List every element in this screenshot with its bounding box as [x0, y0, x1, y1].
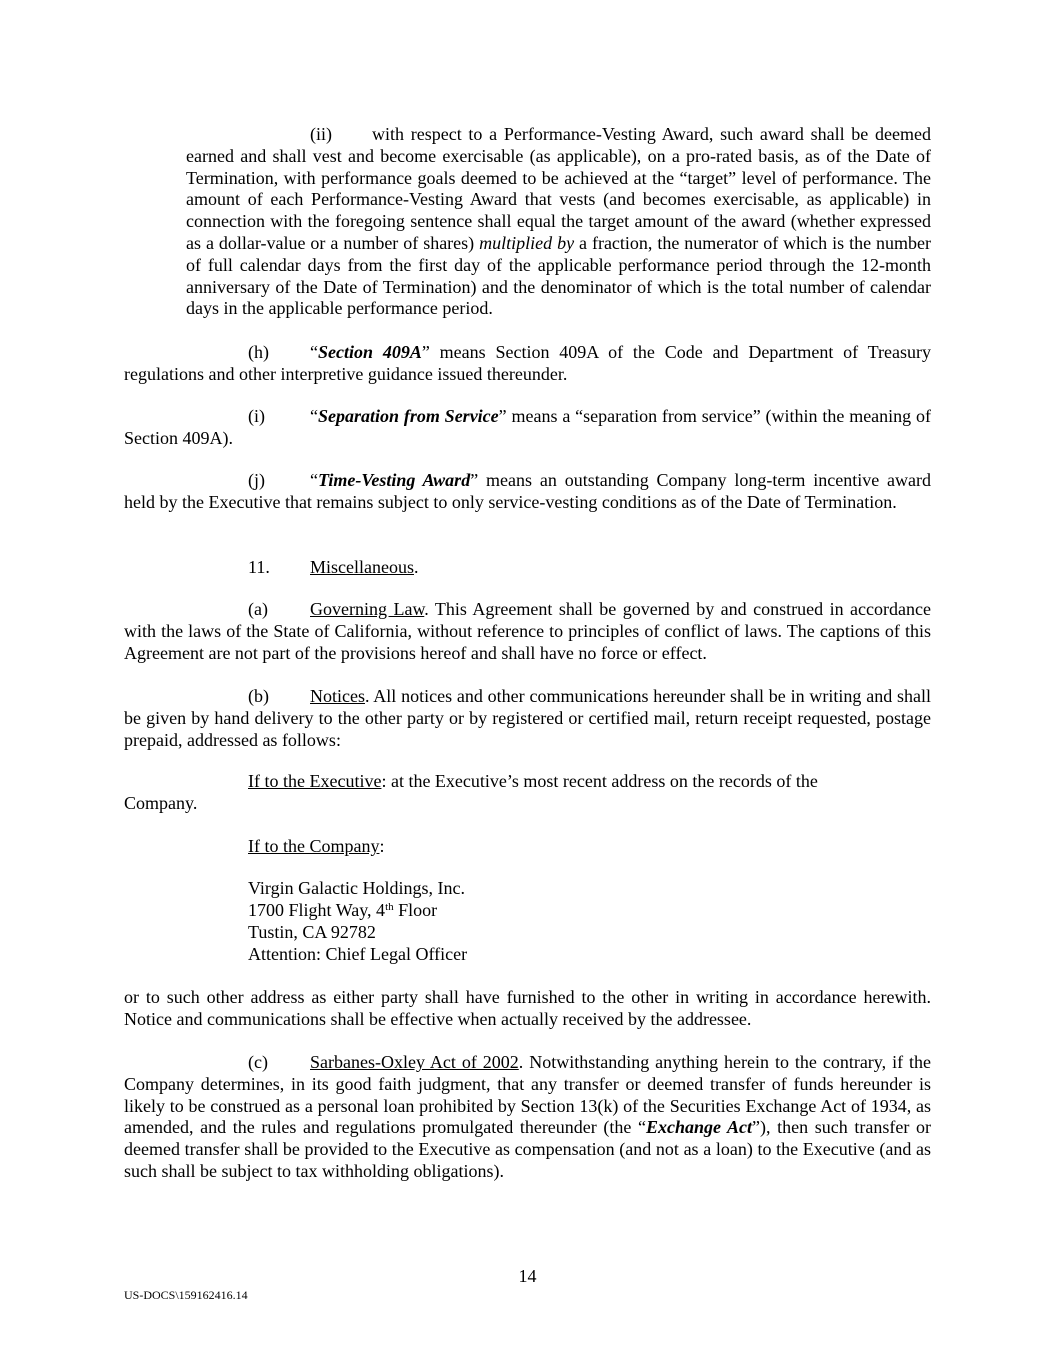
clause-label: (c) — [248, 1052, 268, 1072]
clause-text: ” means a “separation from service” (within the meaning of Section 409A). — [124, 406, 932, 448]
italic-term: multiplied by — [479, 232, 575, 253]
open-quote: “ — [310, 406, 318, 426]
executive-heading: If to the Executive — [248, 771, 382, 791]
company-name: Virgin Galactic Holdings, Inc. — [248, 878, 466, 898]
clause-label: (j) — [248, 470, 265, 490]
clause-text: a fraction, the numerator of which is the number of full calendar days from the first day of the applicable performance period through the 12-month anniversary of the Date of Termination) and the denominator of which is the total number of calendar days in the applicable performance period. — [186, 232, 931, 319]
clause-heading: Notices — [310, 686, 365, 706]
clause-text: ”), then such transfer or deemed transfer shall be provided to the Executive as compensation (and not as a loan) to the Executive (and as such shall be subject to tax withholding obligations). — [124, 1117, 931, 1181]
executive-text: : at the Executive’s most recent address on the records of the — [381, 771, 818, 791]
company-notice-heading — [248, 836, 385, 858]
street-text: 1700 Flight Way, 4 — [248, 900, 386, 920]
clause-j — [124, 470, 931, 514]
clause-h — [124, 342, 931, 386]
defined-term: Exchange Act — [646, 1117, 753, 1138]
ordinal-suffix: th — [385, 901, 394, 913]
clause-text: with respect to a Performance-Vesting Award, such award shall be deemed earned and shall vest and become exercisable (as applicable), on a pro-rated basis, as of the Date of Termination, with performance goals deemed to be achieved at the “target” level of performance. The amount of each Performance-Vesting Award that vests (and becomes exercisable, as applicable) in connection with the foregoing sentence shall equal the target amount of the award (whether expressed as a dollar-value or a number of shares) — [186, 124, 931, 253]
clause-label: (i) — [248, 406, 265, 426]
clause-text: ” means Section 409A of the Code and Department of Treasury regulations and other interpretive guidance issued thereunder. — [124, 342, 932, 384]
executive-notice-line2: Company. — [124, 793, 198, 813]
clause-b — [124, 686, 931, 751]
clause-label: (b) — [248, 686, 269, 706]
clause-heading: Governing Law — [310, 599, 425, 619]
defined-term: Time-Vesting Award — [318, 470, 471, 490]
clause-a — [124, 599, 931, 664]
section-heading: Miscellaneous — [310, 557, 414, 577]
clause-label: (a) — [248, 599, 268, 619]
executive-notice-line — [248, 771, 818, 793]
section-label: 11. — [248, 557, 270, 577]
clause-text: . Notwithstanding anything herein to the contrary, if the Company determines, in its good faith judgment, that any transfer or deemed transfer of funds hereunder is likely to be construed as a personal loan prohibited by Section 13(k) of the Securities Exchange Act of 1934, as amended, and the rules and regulations promulgated thereunder (the “ — [124, 1052, 931, 1138]
street-floor: Floor — [393, 900, 438, 920]
defined-term: Section 409A — [318, 342, 422, 362]
clause-heading: Sarbanes-Oxley Act of 2002 — [310, 1052, 519, 1072]
clause-text: . All notices and other communications hereunder shall be in writing and shall be given by hand delivery to the other party or by registered or certified mail, return receipt requested, postage prepaid, addressed as follows: — [124, 686, 931, 750]
clause-i — [124, 406, 931, 450]
heading-period: . — [413, 557, 419, 577]
open-quote: “ — [310, 342, 318, 362]
clause-label: (h) — [248, 342, 269, 362]
other-address-paragraph: or to such other address as either party shall have furnished to the other in writing in accordance herewith. Notice and communications shall be effective when actually received by the addressee. — [124, 987, 931, 1029]
open-quote: “ — [310, 470, 318, 490]
company-heading: If to the Company — [248, 836, 380, 856]
clause-text: . This Agreement shall be governed by and construed in accordance with the laws of the State of California, without reference to principles of conflict of laws. The captions of this Agreement are not part of the provisions hereof and shall have no force or effect. — [124, 599, 931, 663]
clause-label: (ii) — [310, 124, 332, 144]
clause-c — [124, 1052, 931, 1183]
section-11 — [124, 557, 931, 579]
company-street — [248, 900, 437, 922]
page-number: 14 — [518, 1266, 537, 1286]
company-attention: Attention: Chief Legal Officer — [248, 944, 468, 964]
document-id: US-DOCS\159162416.14 — [124, 1288, 248, 1302]
clause-text: ” means an outstanding Company long-term incentive award held by the Executive that remains subject to only service-vesting conditions as of the Date of Termination. — [124, 470, 932, 512]
company-city: Tustin, CA 92782 — [248, 922, 376, 942]
defined-term: Separation from Service — [318, 406, 499, 426]
heading-colon: : — [379, 836, 385, 856]
clause-ii — [186, 124, 931, 320]
